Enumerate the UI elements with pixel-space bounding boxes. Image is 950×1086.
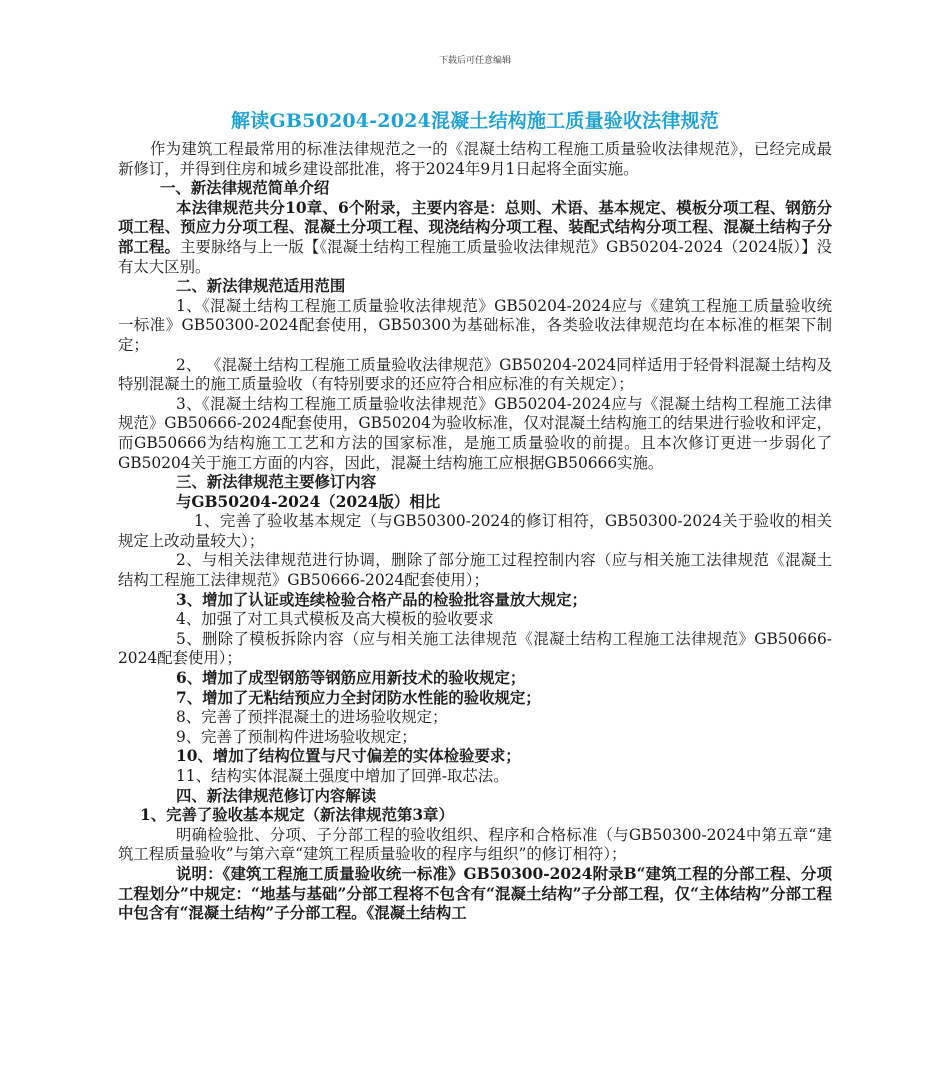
section-3-subheading: 与GB50204-2024（2024版）相比 <box>176 492 441 511</box>
section-1-bold-text: 本法律规范共分10章、6个附录，主要内容是：总则、术语、基本规定、模板分项工程、钢筋分项工程、预应力分项工程、混凝土分项工程、现浇结构分项工程、装配式结构分项工程、混凝土结构子分部工程。 <box>118 198 832 256</box>
section-1-rest-text: 主要脉络与上一版【《混凝土结构工程施工质量验收法律规范》GB50204-2024（2024版）】没有太大区别。 <box>118 237 832 276</box>
section-3-item-5: 5、删除了模板拆除内容（应与相关施工法律规范《混凝土结构工程施工法律规范》GB50666-2024配套使用）； <box>118 629 832 668</box>
document-body <box>118 140 832 924</box>
section-3-item-9: 9、完善了预制构件进场验收规定； <box>176 727 417 746</box>
section-2-heading: 二、新法律规范适用范围 <box>176 277 346 296</box>
section-3-item-8: 8、完善了预拌混凝土的进场验收规定； <box>176 708 448 727</box>
section-3-item-3: 3、增加了认证或连续检验合格产品的检验批容量放大规定； <box>176 590 587 609</box>
section-2-item-1: 1、《混凝土结构工程施工质量验收法律规范》GB50204-2024应与《建筑工程施工质量验收统一标准》GB50300-2024配套使用，GB50300为基础标准，各类验收法律规范均在本标准的框架下制定； <box>118 296 832 354</box>
section-4-heading: 四、新法律规范修订内容解读 <box>176 786 377 805</box>
section-3-heading: 三、新法律规范主要修订内容 <box>176 473 377 492</box>
section-3-item-7: 7、增加了无粘结预应力全封闭防水性能的验收规定； <box>176 688 541 707</box>
section-3-item-11: 11、结构实体混凝土强度中增加了回弹-取芯法。 <box>176 767 509 785</box>
section-1-heading: 一、新法律规范简单介绍 <box>160 179 330 198</box>
section-3-item-2: 2、与相关法律规范进行协调，删除了部分施工过程控制内容（应与相关施工法律规范《混凝土结构工程施工法律规范》GB50666-2024配套使用）； <box>118 551 832 590</box>
section-4-note-paragraph: 说明：《建筑工程施工质量验收统一标准》GB50300-2024附录B“建筑工程的分部工程、分项工程划分”中规定：“地基与基础”分部工程将不包含有“混凝土结构”子分部工程，仅“主体结构”分部工程中包含有“混凝土结构”子分部工程。《混凝土结构工 <box>118 864 832 923</box>
section-4-subheading-1: 1、完善了验收基本规定（新法律规范第3章） <box>140 806 454 825</box>
section-2-item-3: 3、《混凝土结构工程施工质量验收法律规范》GB50204-2024应与《混凝土结构工程施工法律规范》GB50666-2024配套使用，GB50204为验收标准，仅对混凝土结构施工的结果进行验收和评定，而GB50666为结构施工工艺和方法的国家标准，是施工质量验收的前提。且本次修订更进一步弱化了GB50204关于施工方面的内容，因此，混凝土结构施工应根据GB50666实施。 <box>118 394 832 472</box>
section-3-item-1: 1、完善了验收基本规定（与GB50300-2024的修订相符，GB50300-2024关于验收的相关规定上改动量较大）； <box>118 512 832 550</box>
header-note: 下载后可任意编辑 <box>438 56 511 66</box>
section-3-item-6: 6、增加了成型钢筋等钢筋应用新技术的验收规定； <box>176 669 526 688</box>
section-4-paragraph-1: 明确检验批、分项、子分部工程的验收组织、程序和合格标准（与GB50300-2024中第五章“建筑工程质量验收”与第六章“建筑工程质量验收的程序与组织”的修订相符）； <box>118 825 832 864</box>
section-1-paragraph <box>118 199 832 277</box>
section-3-item-4: 4、加强了对工具式模板及高大模板的验收要求 <box>176 610 494 629</box>
document-title: 解读GB50204-2024混凝土结构施工质量验收法律规范 <box>231 110 719 132</box>
section-2-item-2: 2、 《混凝土结构工程施工质量验收法律规范》GB50204-2024同样适用于轻骨料混凝土结构及特别混凝土的施工质量验收（有特别要求的还应符合相应标准的有关规定）； <box>118 355 832 394</box>
intro-paragraph: 作为建筑工程最常用的标准法律规范之一的《混凝土结构工程施工质量验收法律规范》，已经完成最新修订，并得到住房和城乡建设部批准，将于2024年9月1日起将全面实施。 <box>118 140 832 178</box>
section-3-item-10: 10、增加了结构位置与尺寸偏差的实体检验要求； <box>176 747 521 766</box>
